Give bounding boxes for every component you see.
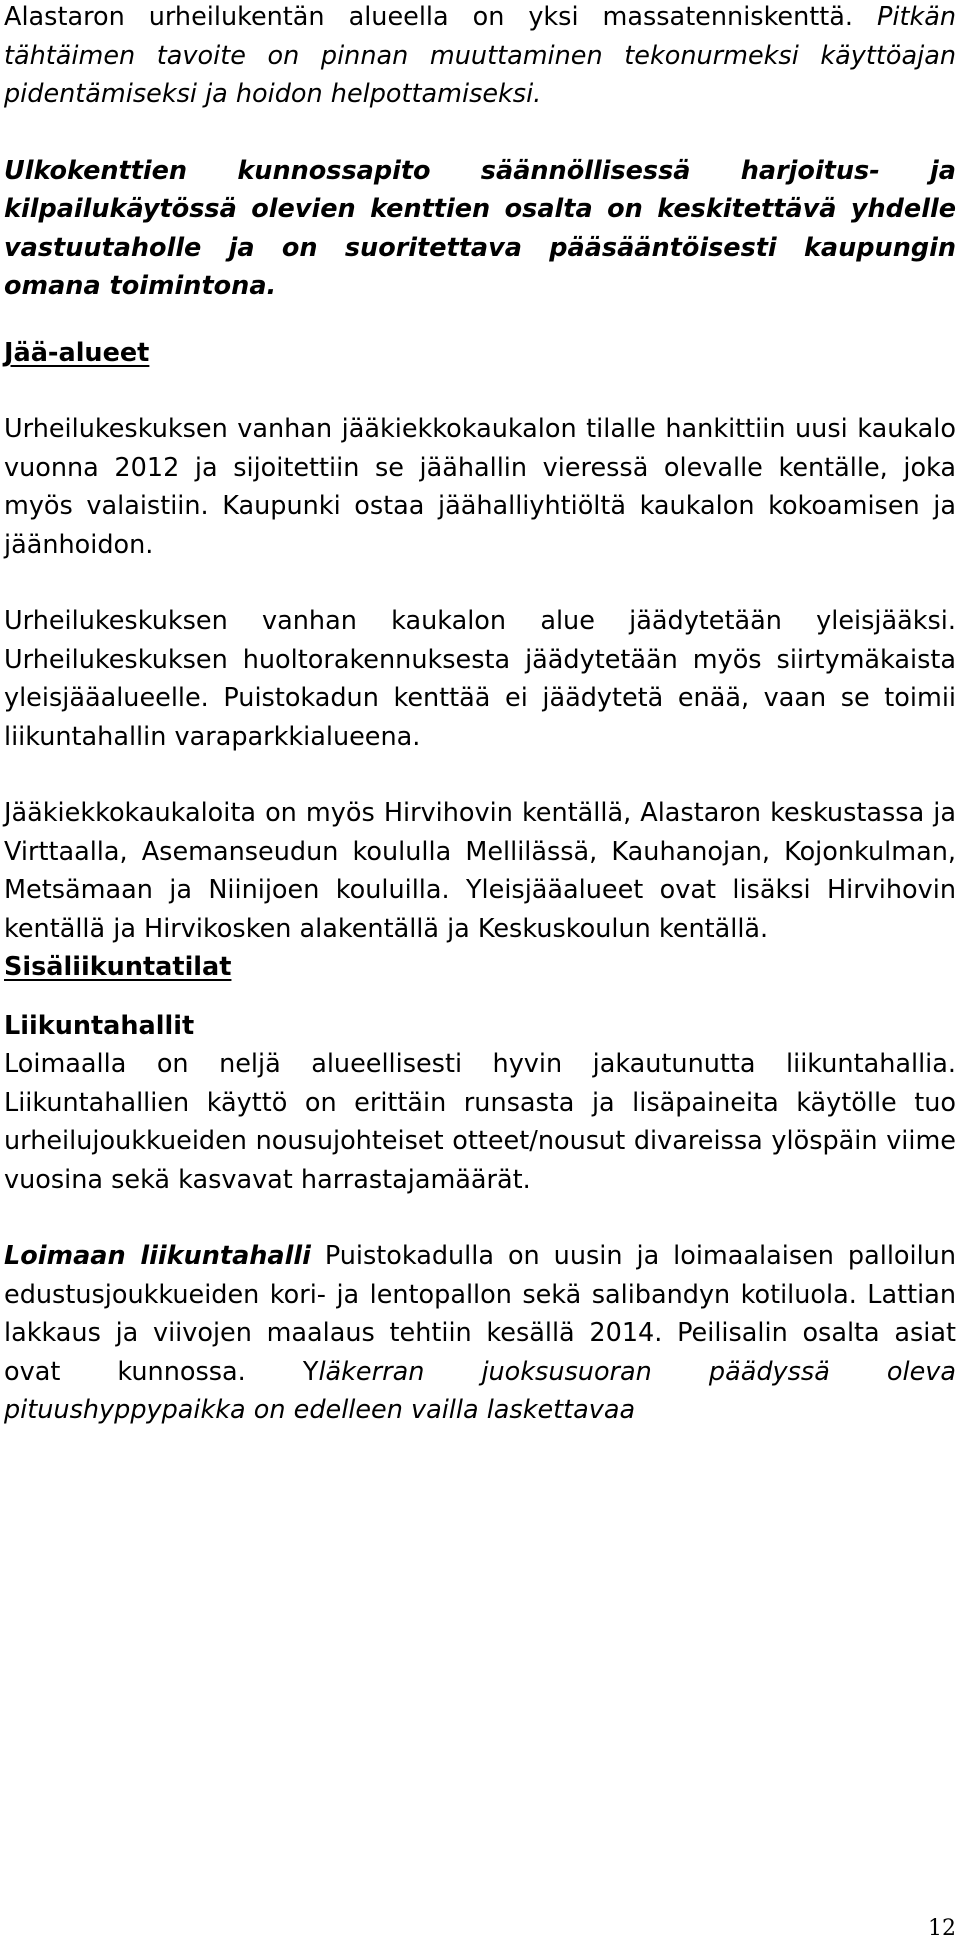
subheading-sports-halls: Liikuntahallit [4, 1010, 195, 1041]
tennis-court-text: Alastaron urheilukentän alueella on yksi massatenniskenttä. [4, 2, 877, 32]
loimaa-hall-name: Loimaan liikuntahalli [4, 1241, 311, 1271]
paragraph-tennis-court [4, 0, 956, 114]
page-number: 12 [928, 1916, 956, 1941]
loimaa-hall-italic-text: läkerran juoksusuoran päädyssä oleva pituushyppypaikka on edelleen vailla laskettavaa [4, 1356, 956, 1425]
paragraph-sports-halls: Loimaalla on neljä alueellisesti hyvin jakautunutta liikuntahallia. Liikuntahallien käyttö on erittäin runsasta ja lisäpaineita käytölle tuo urheilujoukkueiden nousujohteiset otteet/nousut divareissa ylöspäin viime vuosina sekä kasvavat harrastajamäärät. [4, 1049, 956, 1195]
paragraph-ice-rink-locations: Jääkiekkokaukaloita on myös Hirvihovin kentällä, Alastaron keskustassa ja Virttaalla, Asemanseudun koululla Mellilässä, Kauhanojan, Kojonkulman, Metsämaan ja Niinijoen kouluilla. Yleisjääalueet ovat lisäksi Hirvihovin kentällä ja Hirvikosken alakentällä ja Keskuskoulun kentällä. [4, 798, 956, 944]
paragraph-ice-rink-old: Urheilukeskuksen vanhan kaukalon alue jäädytetään yleisjääksi. Urheilukeskuksen huoltorakennuksesta jäädytetään myös siirtymäkaista yleisjääalueelle. Puistokadun kenttää ei jäädytetä enää, vaan se toimii liikuntahallin varaparkkialueena. [4, 606, 956, 752]
heading-indoor-facilities: Sisäliikuntatilat [4, 952, 232, 982]
paragraph-field-maintenance: Ulkokenttien kunnossapito säännöllisessä harjoitus- ja kilpailukäytössä olevien kenttien osalta on keskitettävä yhdelle vastuutaholle ja on suoritettava pääsääntöisesti kaupungin omana toimintona. [4, 155, 956, 301]
paragraph-loimaa-hall [4, 1237, 956, 1430]
paragraph-ice-rink-new: Urheilukeskuksen vanhan jääkiekkokaukalon tilalle hankittiin uusi kaukalo vuonna 2012 ja sijoitettiin se jäähallin vieressä olevalle kentälle, joka myös valaistiin. Kaupunki ostaa jäähalliyhtiöltä kaukalon kokoamisen ja jäänhoidon. [4, 414, 956, 560]
tennis-court-goal-text: Pitkän tähtäimen tavoite on pinnan muuttaminen tekonurmeksi käyttöajan pidentämiseksi ja hoidon helpottamiseksi. [4, 2, 956, 109]
loimaa-hall-text: Puistokadulla on uusin ja loimaalaisen palloilun edustusjoukkueiden kori- ja lentopallon sekä salibandyn kotiluola. Lattian lakkaus ja viivojen maalaus tehtiin kesällä 2014. Peilisalin osalta asiat ovat kunnossa. Y [4, 1241, 956, 1387]
heading-ice-areas: Jää-alueet [4, 337, 150, 368]
document-page [4, 0, 956, 1430]
